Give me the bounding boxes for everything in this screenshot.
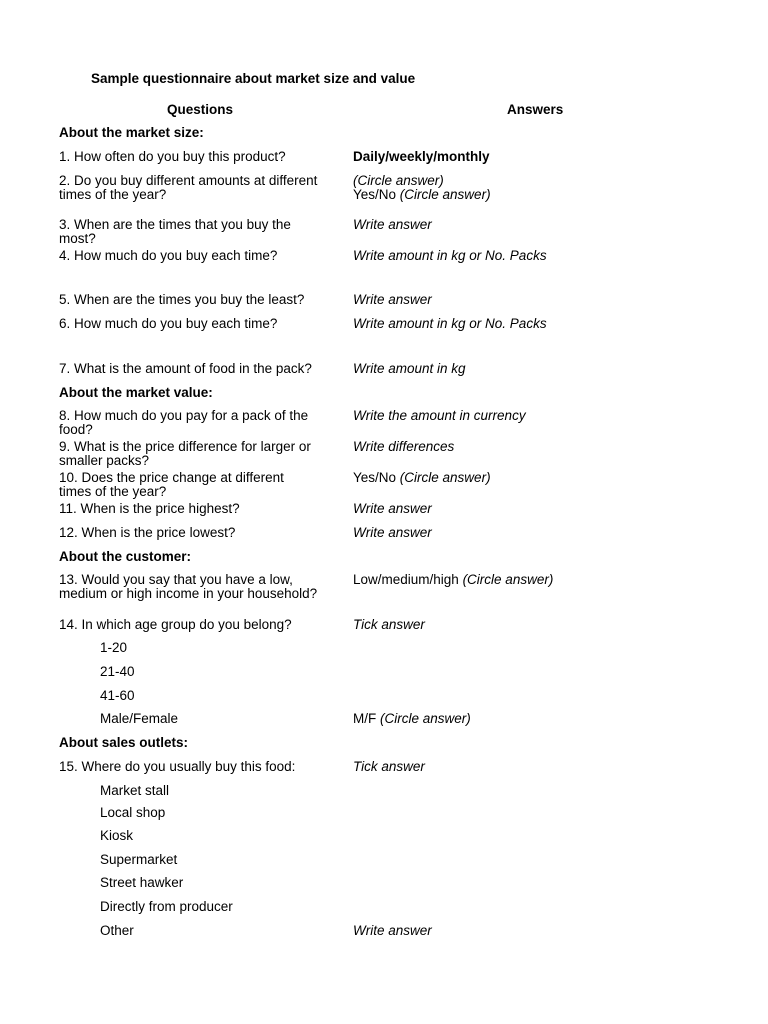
section-market-value: About the market value: — [59, 385, 213, 400]
answer-13-instruction: (Circle answer) — [462, 572, 554, 587]
section-customer: About the customer: — [59, 549, 192, 564]
age-option-3: 41-60 — [100, 688, 135, 703]
question-13-line-2: medium or high income in your household? — [59, 586, 318, 601]
answer-10-instruction: (Circle answer) — [399, 470, 491, 485]
question-14: 14. In which age group do you belong? — [59, 617, 292, 632]
outlet-option-local-shop: Local shop — [100, 805, 166, 820]
question-3-line-2: most? — [59, 231, 96, 246]
question-12: 12. When is the price lowest? — [59, 525, 236, 540]
question-6: 6. How much do you buy each time? — [59, 316, 278, 331]
question-10-line-2: times of the year? — [59, 484, 167, 499]
section-market-size: About the market size: — [59, 125, 204, 140]
question-7: 7. What is the amount of food in the pack? — [59, 361, 312, 376]
answer-4: Write amount in kg or No. Packs — [353, 248, 547, 263]
answer-2-choice: Yes/No — [353, 187, 400, 202]
questions-header: Questions — [167, 102, 234, 117]
answers-header: Answers — [507, 102, 564, 117]
outlet-option-directly-from-producer: Directly from producer — [100, 899, 233, 914]
answer-13-choice: Low/medium/high — [353, 572, 463, 587]
gender-label: Male/Female — [100, 711, 179, 726]
answer-13 — [353, 573, 553, 588]
answer-7: Write amount in kg — [353, 361, 466, 376]
answer-6: Write amount in kg or No. Packs — [353, 316, 547, 331]
answer-9: Write differences — [353, 439, 455, 454]
question-15: 15. Where do you usually buy this food: — [59, 759, 296, 774]
gender-instruction: (Circle answer) — [380, 711, 471, 726]
question-8-line-1: 8. How much do you pay for a pack of the — [59, 408, 309, 423]
answer-14: Tick answer — [353, 617, 425, 632]
question-5: 5. When are the times you buy the least? — [59, 292, 305, 307]
question-9-line-2: smaller packs? — [59, 453, 150, 468]
answer-12: Write answer — [353, 525, 432, 540]
age-option-1: 1-20 — [100, 640, 128, 655]
gender-answer — [353, 712, 471, 727]
question-4: 4. How much do you buy each time? — [59, 248, 278, 263]
answer-other: Write answer — [353, 923, 432, 938]
outlet-option-street-hawker: Street hawker — [100, 875, 184, 890]
answer-2-line-2 — [353, 188, 491, 203]
answer-5: Write answer — [353, 292, 432, 307]
outlet-option-supermarket: Supermarket — [100, 852, 178, 867]
outlet-option-market-stall: Market stall — [100, 783, 170, 798]
question-2-line-1: 2. Do you buy different amounts at different — [59, 173, 318, 188]
answer-2-instruction: (Circle answer) — [399, 187, 491, 202]
question-9-line-1: 9. What is the price difference for larger or — [59, 439, 311, 454]
question-3-line-1: 3. When are the times that you buy the — [59, 217, 291, 232]
outlet-option-other: Other — [100, 923, 134, 938]
section-sales-outlets: About sales outlets: — [59, 735, 189, 750]
answer-3: Write answer — [353, 217, 432, 232]
answer-10 — [353, 471, 491, 486]
answer-15: Tick answer — [353, 759, 425, 774]
answer-8: Write the amount in currency — [353, 408, 526, 423]
gender-choice: M/F — [353, 711, 380, 726]
answer-1: Daily/weekly/monthly — [353, 149, 490, 164]
document-title: Sample questionnaire about market size and value — [91, 71, 416, 86]
question-11: 11. When is the price highest? — [59, 501, 240, 516]
question-13-line-1: 13. Would you say that you have a low, — [59, 572, 293, 587]
outlet-option-kiosk: Kiosk — [100, 828, 134, 843]
question-10-line-1: 10. Does the price change at different — [59, 470, 284, 485]
age-option-2: 21-40 — [100, 664, 135, 679]
question-8-line-2: food? — [59, 422, 93, 437]
question-1: 1. How often do you buy this product? — [59, 149, 286, 164]
answer-11: Write answer — [353, 501, 432, 516]
question-2-line-2: times of the year? — [59, 187, 167, 202]
answer-10-choice: Yes/No — [353, 470, 400, 485]
answer-2-line-1: (Circle answer) — [353, 173, 444, 188]
